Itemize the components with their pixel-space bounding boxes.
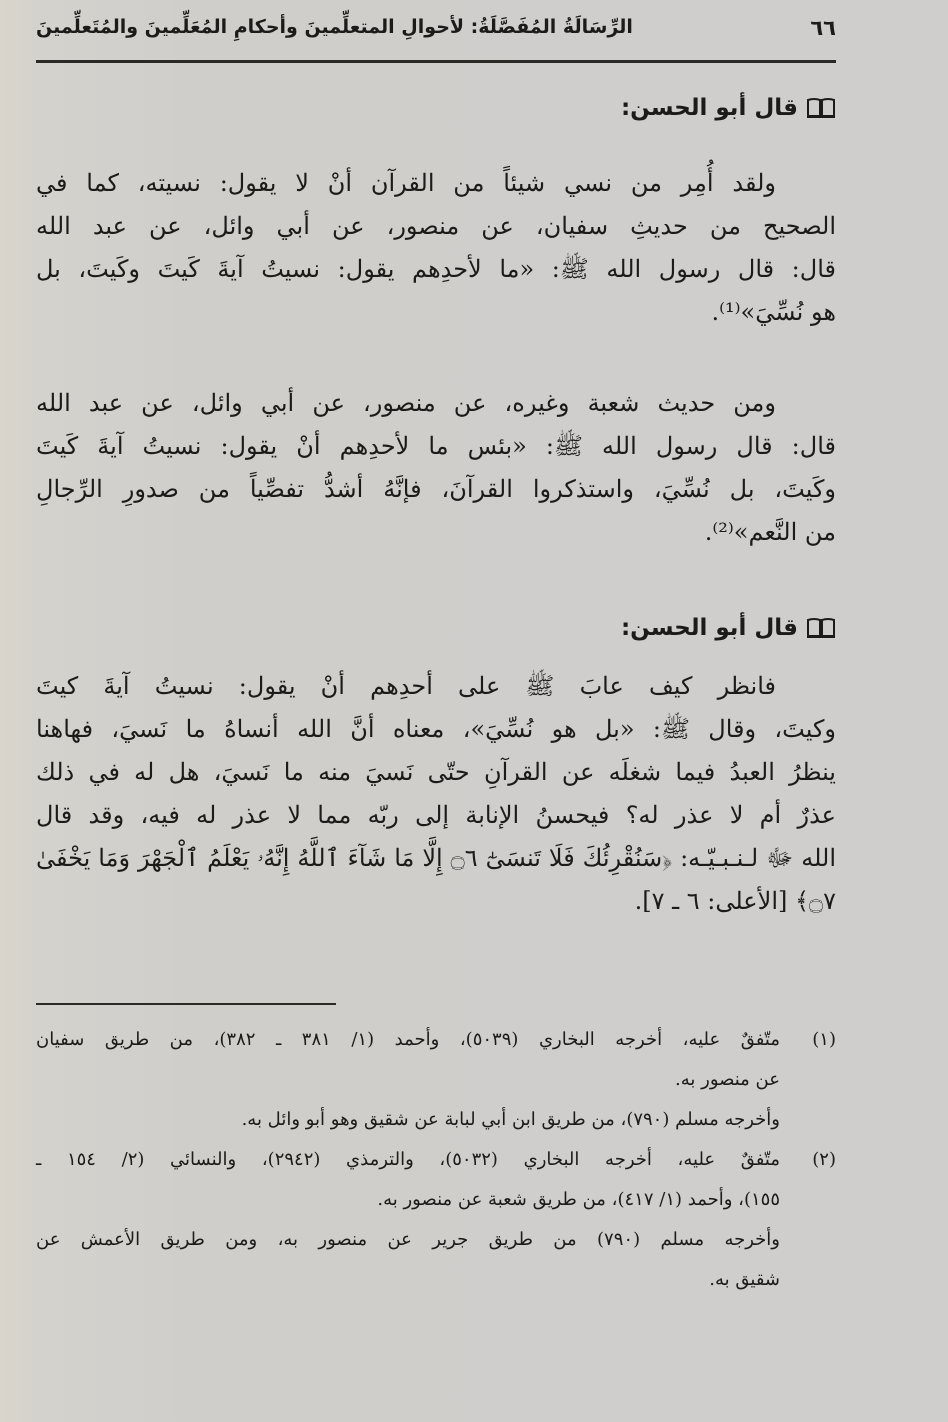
footnote	[36, 1140, 836, 1300]
footnote-line: متّفقٌ عليه، أخرجه البخاري (٥٠٣٩)، وأحمد (١/ ٣٨١ ـ ٣٨٢)، من طريق سفيان	[36, 1029, 780, 1050]
section-heading	[621, 615, 836, 641]
book-page	[36, 0, 836, 1422]
footnote-line: وأخرجه مسلم (٧٩٠) من طريق جرير عن منصور به، ومن طريق الأعمش عن	[36, 1229, 780, 1250]
text-line: ولقد أُمِر من نسي شيئاً من القرآن أنْ لا يقول: نسيته، كما في	[36, 169, 776, 197]
text-line: فانظر كيف عابَ ﷺ على أحدِهم أنْ يقول: نسيتُ آيةَ كيتَ	[36, 672, 777, 700]
text-line: هو نُسِّيَ»⁽¹⁾.	[711, 298, 836, 326]
quran-verse-line: الله ﷻ لـنـبـيّـه: ﴿سَنُقْرِئُكَ فَلَا تَنسَىٰٓ ۝٦ إِلَّا مَا شَآءَ ٱللَّهُ إِنَّهُۥ يَعْلَمُ ٱلْجَهْرَ وَمَا يَخْفَىٰ	[36, 844, 837, 872]
paragraph	[36, 665, 836, 923]
footnote-separator	[36, 1003, 336, 1005]
text-line: ينظرُ العبدُ فيما شغلَه عن القرآنِ حتّى نَسيَ منه ما نَسيَ، هل له في ذلك	[36, 758, 836, 786]
text-line: وكيتَ، وقال ﷺ: «بل هو نُسِّيَ»، معناه أنَّ الله أنساهُ ما نَسيَ، فهاهنا	[36, 715, 836, 743]
footnote-line: شقيق به.	[709, 1269, 780, 1290]
open-book-icon	[806, 97, 836, 119]
footnote-number: (١)	[812, 1029, 836, 1050]
open-book-icon	[806, 617, 836, 639]
footnote-line: متّفقٌ عليه، أخرجه البخاري (٥٠٣٢)، والترمذي (٢٩٤٢)، والنسائي (٢/ ١٥٤ ـ	[36, 1149, 780, 1170]
text-line: الصحيح من حديثِ سفيان، عن منصور، عن أبي وائل، عن عبد الله	[36, 212, 836, 240]
paragraph	[36, 162, 836, 334]
footnote-line: عن منصور به.	[675, 1069, 780, 1090]
text-line: قال: قال رسول الله ﷺ: «ما لأحدِهم يقول: نسيتُ آيةَ كَيتَ وكَيتَ، بل	[36, 255, 836, 283]
footnote-number: (٢)	[812, 1149, 836, 1170]
text-line: ومن حديث شعبة وغيره، عن منصور، عن أبي وائل، عن عبد الله	[36, 389, 776, 417]
paragraph	[36, 382, 836, 554]
text-line: وكَيتَ، بل نُسِّيَ، واستذكروا القرآنَ، فإنَّهُ أشدُّ تفصِّياً من صدورِ الرِّجالِ	[36, 475, 836, 503]
text-line: قال: قال رسول الله ﷺ: «بئس ما لأحدِهم أنْ يقول: نسيتُ آيةَ كَيتَ	[36, 432, 836, 460]
heading-text: قال أبو الحسن:	[620, 615, 798, 641]
section-heading	[621, 95, 836, 121]
footnote-line: وأخرجه مسلم (٧٩٠)، من طريق ابن أبي لبابة عن شقيق وهو أبو وائل به.	[241, 1109, 780, 1130]
page-number: ٦٦	[810, 16, 836, 40]
footnotes	[36, 1020, 836, 1300]
footnote	[36, 1020, 836, 1140]
text-line: عذرٌ أم لا عذر له؟ فيحسنُ الإنابة إلى ربّه مما لا عذر له فيه، وقد قال	[36, 801, 836, 829]
heading-text: قال أبو الحسن:	[620, 95, 798, 121]
text-line: من النَّعم»⁽²⁾.	[704, 518, 836, 546]
header-rule	[36, 60, 836, 63]
quran-reference-line: ۝٧﴾ [الأعلى: ٦ ـ ٧].	[634, 887, 836, 915]
running-title: الرِّسَالَةُ المُفَصَّلَةُ: لأحوالِ المتعلِّمينَ وأحكامِ المُعَلِّمينَ والمُتَعلِّمينَ	[36, 16, 633, 38]
page-header	[36, 12, 836, 46]
footnote-line: ١٥٥)، وأحمد (١/ ٤١٧)، من طريق شعبة عن منصور به.	[377, 1189, 780, 1210]
